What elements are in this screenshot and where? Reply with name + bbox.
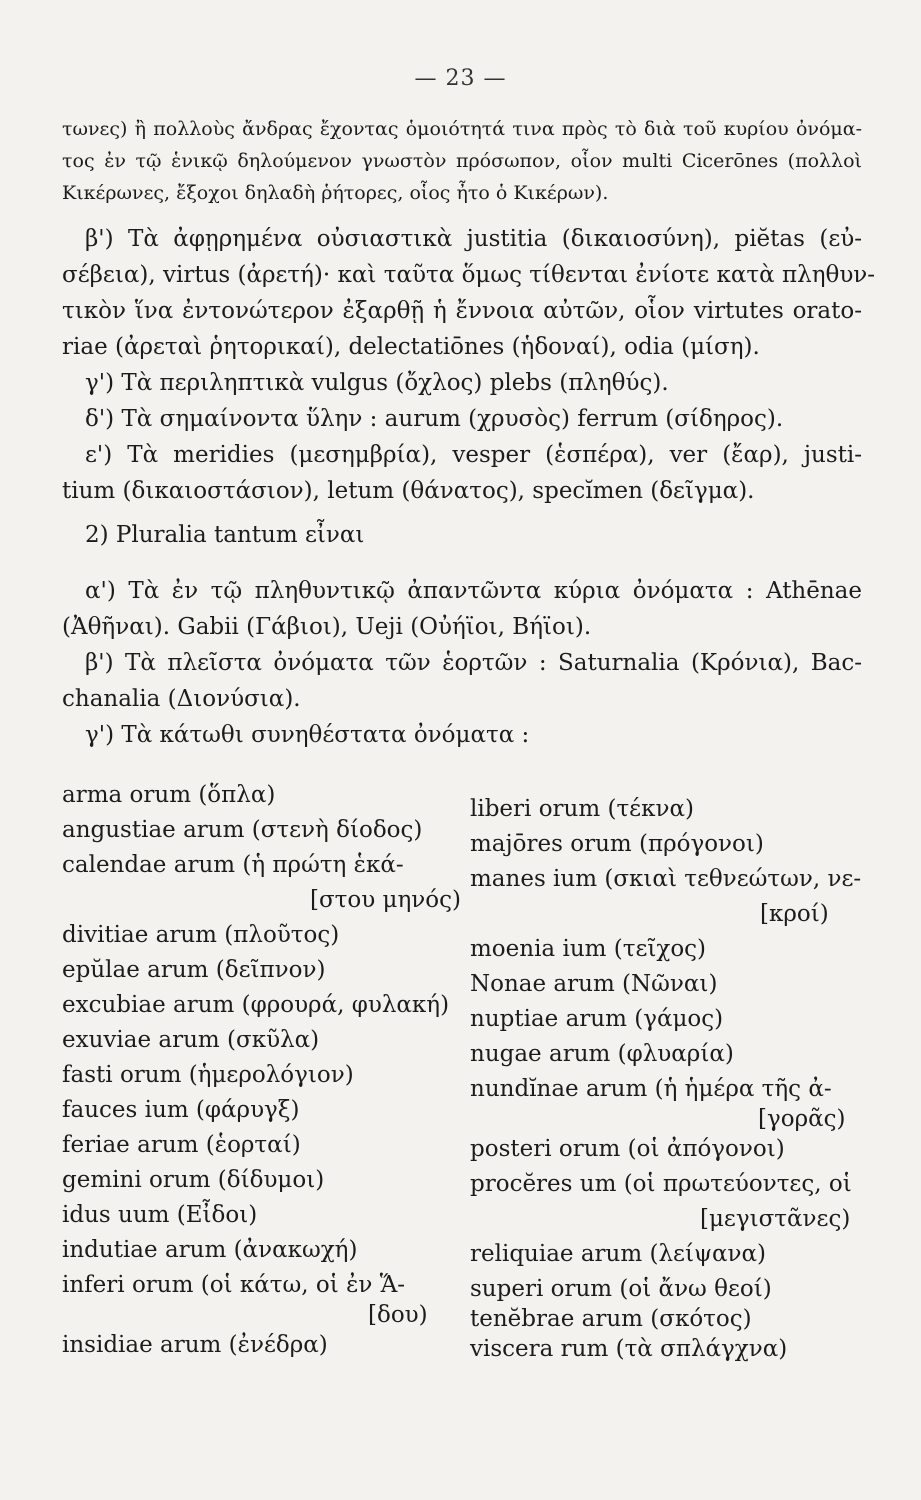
text-line: Κικέρωνες, ἔξοχοι δηλαδὴ ῥήτορες, οἷος ἦτο ὁ Κικέρων). [62,182,609,204]
text-line: riae (ἀρεταὶ ῥητορικαί), delectatiōnes (ἡδοναί), odia (μίση). [62,334,760,360]
list-item: superi orum (οἱ ἄνω θεοί) [470,1276,772,1302]
list-item: indutiae arum (ἀνακωχή) [62,1237,358,1263]
text-line: σέβεια), virtus (ἀρετή)· καὶ ταῦτα ὅμως τίθενται ἐνίοτε κατὰ πληθυν- [62,262,876,288]
text-line: τος ἐν τῷ ἑνικῷ δηλούμενον γνωστὸν πρόσωπον, οἷον multi Cicerōnes (πολλοὶ [62,150,862,172]
list-item: excubiae arum (φρουρά, φυλακή) [62,992,450,1018]
list-item-continuation: [γορᾶς) [758,1106,846,1132]
list-item-continuation: [κροί) [760,901,829,927]
list-item: epŭlae arum (δεῖπνον) [62,957,326,983]
list-item: nundĭnae arum (ἡ ἡμέρα τῆς ἀ- [470,1076,832,1102]
list-item: viscera rum (τὰ σπλάγχνα) [470,1336,788,1362]
list-item: exuviae arum (σκῦλα) [62,1027,320,1053]
text-line: (Ἀθῆναι). Gabii (Γάβιοι), Ueji (Οὐήϊοι, Βήϊοι). [62,614,592,640]
list-item-continuation: [μεγιστᾶνες) [700,1206,851,1232]
page-number: — 23 — [414,66,507,91]
list-item: idus uum (Εἶδοι) [62,1202,258,1228]
text-line: ε') Τὰ meridies (μεσημβρία), vesper (ἑσπέρα), ver (ἔαρ), justi- [85,442,862,468]
text-line: δ') Τὰ σημαίνοντα ὕλην : aurum (χρυσὸς) ferrum (σίδηρος). [85,406,784,432]
list-item-continuation: [δου) [368,1302,428,1328]
list-item: nugae arum (φλυαρία) [470,1041,734,1067]
list-item: Nonae arum (Νῶναι) [470,971,718,997]
list-item: angustiae arum (στενὴ δίοδος) [62,817,423,843]
list-item: reliquiae arum (λείψανα) [470,1241,767,1267]
list-item: liberi orum (τέκνα) [470,796,694,822]
list-item: fauces ium (φάρυγξ) [62,1097,300,1123]
list-item: feriae arum (ἑορταί) [62,1132,301,1158]
list-item: arma orum (ὅπλα) [62,782,276,808]
text-line: β') Τὰ ἀφῃρημένα οὐσιαστικὰ justitia (δικαιοσύνη), piĕtas (εὐ- [85,226,862,252]
text-line: chanalia (Διονύσια). [62,686,301,712]
text-line: γ') Τὰ περιληπτικὰ vulgus (ὄχλος) plebs (πληθύς). [85,370,669,396]
list-item: manes ium (σκιαὶ τεθνεώτων, νε- [470,866,862,892]
list-item: procĕres um (οἱ πρωτεύοντες, οἱ [470,1171,852,1197]
list-item: posteri orum (οἱ ἀπόγονοι) [470,1136,785,1162]
list-item: divitiae arum (πλοῦτος) [62,922,340,948]
list-item-continuation: [στου μηνός) [310,887,461,913]
text-line: τικὸν ἵνα ἐντονώτερον ἐξαρθῇ ἡ ἔννοια αὐτῶν, οἷον virtutes orato- [62,298,862,324]
text-line: α') Τὰ ἐν τῷ πληθυντικῷ ἀπαντῶντα κύρια ὀνόματα : Athēnae [85,578,862,604]
section-heading: 2) Pluralia tantum εἶναι [85,522,365,548]
list-item: inferi orum (οἱ κάτω, οἱ ἐν Ἅ- [62,1272,406,1298]
list-item: moenia ium (τεῖχος) [470,936,707,962]
list-item: majōres orum (πρόγονοι) [470,831,764,857]
text-line: β') Τὰ πλεῖστα ὀνόματα τῶν ἑορτῶν : Saturnalia (Κρόνια), Bac- [85,650,862,676]
text-line: tium (δικαιοστάσιον), letum (θάνατος), specĭmen (δεῖγμα). [62,478,755,504]
text-line: τωνες) ἢ πολλοὺς ἄνδρας ἔχοντας ὁμοιότητά τινα πρὸς τὸ διὰ τοῦ κυρίου ὀνόμα- [62,118,862,140]
list-item: tenĕbrae arum (σκότος) [470,1306,752,1332]
list-item: calendae arum (ἡ πρώτη ἑκά- [62,852,404,878]
list-item: gemini orum (δίδυμοι) [62,1167,325,1193]
list-item: insidiae arum (ἐνέδρα) [62,1332,328,1358]
list-item: nuptiae arum (γάμος) [470,1006,724,1032]
text-line: γ') Τὰ κάτωθι συνηθέστατα ὀνόματα : [85,722,530,748]
list-item: fasti orum (ἡμερολόγιον) [62,1062,354,1088]
